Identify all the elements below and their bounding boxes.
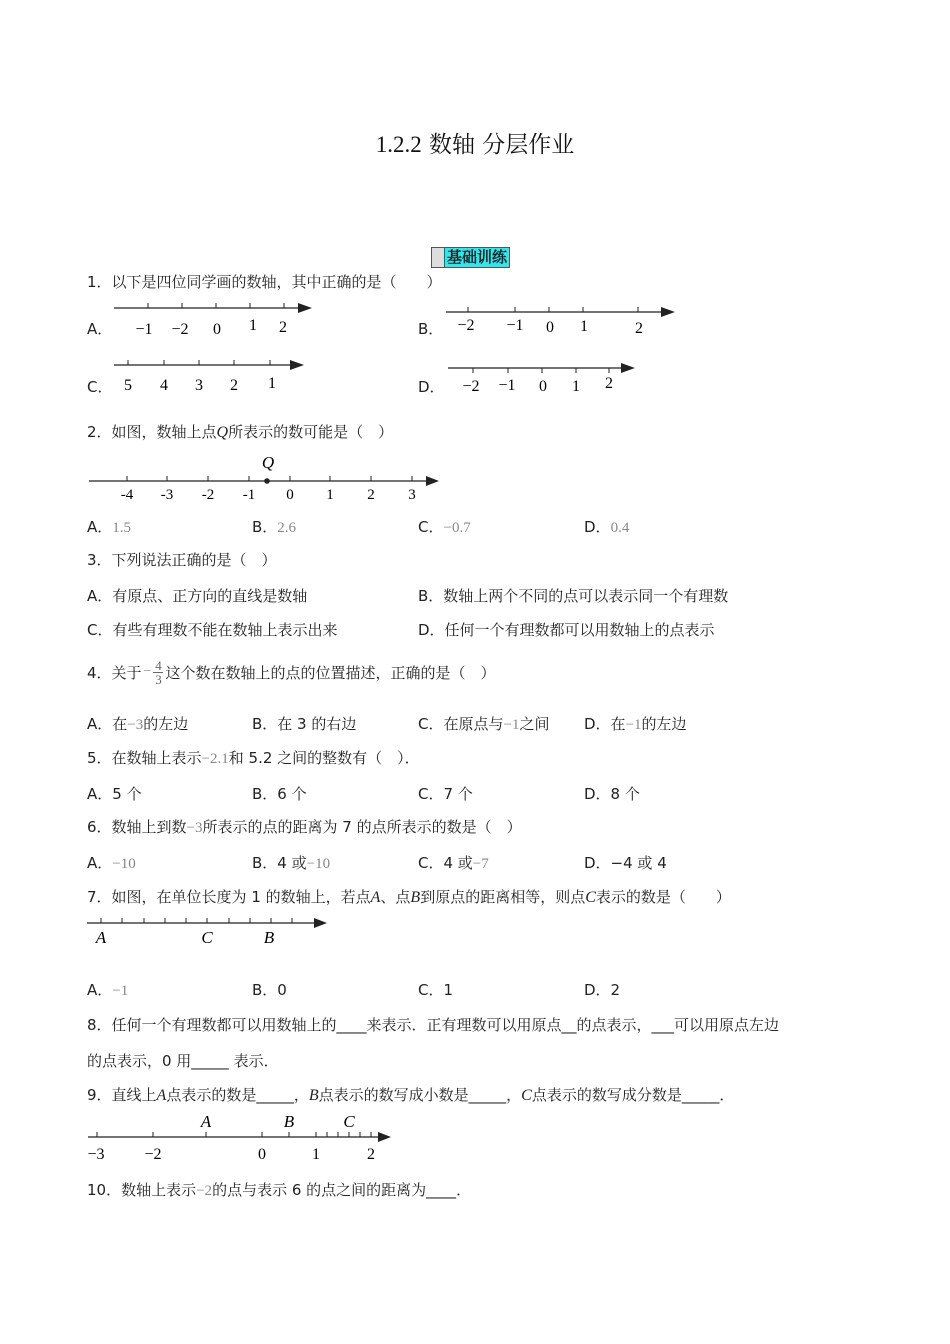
q3-option-a: A．有原点、正方向的直线是数轴 [87, 587, 308, 605]
q4-option-d-post: 的左边 [641, 715, 687, 733]
q9-stem-part3: 点表示的数写成小数是_____， [318, 1086, 522, 1104]
q6-option-b-label: B．4 或 [252, 854, 307, 872]
q2-tick-5: 0 [286, 487, 294, 503]
q7-option-b: B．0 [252, 981, 287, 999]
q4-option-d-value: −1 [625, 717, 642, 733]
q9-stem [87, 1084, 734, 1105]
q5-option-b: B．6 个 [252, 785, 307, 803]
q5-option-a: A．5 个 [87, 785, 142, 803]
q4-stem [87, 652, 495, 692]
q2-stem-post: 所表示的数可能是（ ） [228, 423, 394, 441]
q10-stem-post: 的点与表示 6 的点之间的距离为____． [212, 1181, 472, 1199]
q9-tick-3: 0 [258, 1146, 266, 1163]
q9-tick-5: 2 [367, 1146, 375, 1163]
q10-stem-pre: 10．数轴上表示 [87, 1181, 197, 1199]
q1-axis-d [448, 363, 635, 395]
q4-stem-post: 这个数在数轴上的点的位置描述，正确的是（ ） [165, 663, 496, 682]
q6-option-a [87, 852, 136, 873]
q5-stem-value: −2.1 [201, 751, 229, 767]
q2-option-d-label: D． [584, 518, 611, 536]
q6-option-b [252, 852, 330, 873]
q7-label-b: B [263, 928, 275, 947]
q1d-tick-1: −2 [462, 378, 480, 395]
q9-point-b: B [283, 1112, 295, 1131]
q7-var-b: B [410, 889, 421, 906]
q4-option-a-value: −3 [127, 717, 144, 733]
q7-label-a: A [95, 928, 107, 947]
q6-stem-pre: 6．数轴上到数 [87, 818, 187, 836]
q10-stem-value: −2 [196, 1183, 213, 1199]
q6-option-a-value: −10 [112, 856, 136, 872]
q9-point-a: A [200, 1112, 212, 1131]
q7-option-a-label: A． [87, 981, 113, 999]
q1c-tick-2: 4 [160, 377, 168, 394]
q1a-tick-4: 1 [249, 317, 257, 334]
q5-stem-post: 和 5.2 之间的整数有（ ）． [228, 749, 420, 767]
q5-option-c: C．7 个 [418, 785, 473, 803]
q1b-tick-1: −2 [457, 317, 475, 334]
q4-fraction [153, 659, 163, 686]
q4-option-c [418, 713, 549, 734]
q6-stem-value: −3 [186, 820, 203, 836]
q1d-tick-3: 0 [539, 378, 547, 395]
q4-option-c-pre: C．在原点与 [418, 715, 504, 733]
q9-var-b: B [308, 1087, 319, 1104]
q3-stem: 3．下列说法正确的是（ ） [87, 551, 277, 569]
q7-option-d: D．2 [584, 981, 621, 999]
q7-stem-part4: 表示的数是（ ） [595, 888, 731, 906]
q2-option-d [584, 516, 629, 537]
q2-point-label: Q [261, 453, 275, 472]
q2-tick-6: 1 [326, 487, 334, 503]
q2-axis [89, 453, 439, 503]
q2-stem-pre: 2．如图，数轴上点 [87, 423, 217, 441]
q1-stem: 1．以下是四位同学画的数轴，其中正确的是（ ） [87, 273, 442, 291]
q1-option-a-label: A． [87, 320, 113, 338]
q2-stem [87, 421, 393, 442]
q2-option-a [87, 516, 131, 537]
q3-option-b: B．数轴上两个不同的点可以表示同一个有理数 [418, 587, 729, 605]
q5-option-d: D．8 个 [584, 785, 640, 803]
q2-option-b-label: B． [252, 518, 278, 536]
q3-option-d: D．任何一个有理数都可以用数轴上的点表示 [418, 621, 715, 639]
q2-option-c [418, 516, 471, 537]
q2-option-b-value: 2.6 [277, 520, 297, 536]
q6-option-c-value: −7 [472, 856, 489, 872]
q8-line2: 的点表示，0 用_____ 表示． [87, 1052, 279, 1070]
q4-option-a-post: 的左边 [143, 715, 189, 733]
q2-tick-3: -2 [201, 487, 215, 503]
q7-stem [87, 886, 731, 907]
q1-option-b-label: B． [418, 320, 444, 338]
q7-option-a-value: −1 [112, 983, 129, 999]
q7-stem-part1: 7．如图，在单位长度为 1 的数轴上，若点 [87, 888, 371, 906]
q1-option-c-label: C． [87, 378, 113, 396]
q7-stem-part3: 到原点的距离相等，则点 [420, 888, 586, 906]
q7-var-a: A [370, 889, 381, 906]
q2-tick-2: -3 [160, 487, 174, 503]
q8-line1: 8．任何一个有理数都可以用数轴上的____来表示．正有理数可以用原点__的点表示，___可以用原点左边 [87, 1016, 780, 1034]
q4-stem-pre: 4．关于 [87, 663, 142, 682]
q10-stem [87, 1179, 471, 1200]
q6-option-a-label: A． [87, 854, 113, 872]
q4-option-c-value: −1 [503, 717, 520, 733]
q2-tick-8: 3 [408, 487, 416, 503]
q1a-tick-3: 0 [213, 321, 221, 338]
q4-option-b: B．在 3 的右边 [252, 715, 357, 733]
q1d-tick-2: −1 [498, 377, 516, 394]
q1b-tick-2: −1 [506, 317, 524, 334]
q1-axis-b [446, 307, 675, 337]
q1d-tick-5: 2 [605, 375, 613, 392]
q7-option-a [87, 979, 128, 1000]
q5-stem [87, 747, 420, 768]
q2-option-a-value: 1.5 [112, 520, 132, 536]
q1-axis-c [114, 360, 304, 394]
title-text: 数轴 分层作业 [429, 132, 575, 158]
q9-stem-part4: 点表示的数写成分数是_____． [531, 1086, 735, 1104]
q2-option-c-label: C． [418, 518, 444, 536]
q6-stem [87, 816, 522, 837]
q2-var-q: Q [216, 424, 229, 441]
q6-option-b-value: −10 [306, 856, 331, 872]
q1a-tick-1: −1 [135, 321, 153, 338]
q1c-tick-1: 5 [124, 377, 132, 394]
q2-tick-4: -1 [242, 487, 256, 503]
q9-stem-part2: 点表示的数是_____， [166, 1086, 309, 1104]
q1c-tick-4: 2 [230, 377, 238, 394]
q6-option-d: D．−4 或 4 [584, 854, 667, 872]
q4-option-c-post: 之间 [519, 715, 550, 733]
q6-stem-post: 所表示的点的距离为 7 的点所表示的数是（ ） [202, 818, 522, 836]
q7-option-c: C．1 [418, 981, 454, 999]
q1c-tick-3: 3 [195, 377, 203, 394]
q9-var-c: C [521, 1087, 532, 1104]
q1d-tick-4: 1 [572, 378, 580, 395]
q3-option-c: C．有些有理数不能在数轴上表示出来 [87, 621, 338, 639]
q2-option-d-value: 0.4 [610, 520, 630, 536]
q9-tick-2: −2 [144, 1146, 162, 1163]
q4-option-d-pre: D．在 [584, 715, 626, 733]
q1a-tick-2: −2 [171, 321, 189, 338]
q4-neg-sign: − [143, 664, 152, 679]
q1c-tick-5: 1 [268, 375, 276, 392]
q7-label-c: C [201, 928, 213, 947]
q1-option-d-label: D． [418, 378, 445, 396]
q6-option-c [418, 852, 489, 873]
q1-axis-a [114, 303, 312, 338]
q2-tick-7: 2 [367, 487, 375, 503]
q4-frac-denominator: 3 [155, 671, 162, 687]
q1b-tick-5: 2 [635, 320, 643, 337]
q9-axis [87, 1112, 391, 1163]
q7-axis [87, 918, 327, 947]
q7-var-c: C [585, 889, 596, 906]
q2-tick-1: -4 [120, 487, 134, 503]
q1b-tick-4: 1 [580, 318, 588, 335]
q5-stem-pre: 5．在数轴上表示 [87, 749, 202, 767]
q4-option-a [87, 713, 188, 734]
q4-option-d [584, 713, 687, 734]
q2-option-c-value: −0.7 [443, 520, 471, 536]
q7-stem-part2: 、点 [380, 888, 411, 906]
q9-point-c: C [343, 1112, 355, 1131]
q6-option-c-label: C．4 或 [418, 854, 473, 872]
q2-point-q [264, 478, 270, 484]
title-number: 1.2.2 [375, 132, 422, 157]
q9-var-a: A [156, 1087, 167, 1104]
q1b-tick-3: 0 [546, 319, 554, 336]
q9-tick-1: −3 [87, 1146, 105, 1163]
q1a-tick-5: 2 [279, 319, 287, 336]
q2-option-b [252, 516, 296, 537]
q4-option-a-pre: A．在 [87, 715, 128, 733]
q9-tick-4: 1 [312, 1146, 320, 1163]
q9-stem-part1: 9．直线上 [87, 1086, 157, 1104]
q4-frac-numerator: 4 [155, 657, 162, 673]
q2-option-a-label: A． [87, 518, 113, 536]
section-label: 基础训练 [447, 248, 508, 266]
